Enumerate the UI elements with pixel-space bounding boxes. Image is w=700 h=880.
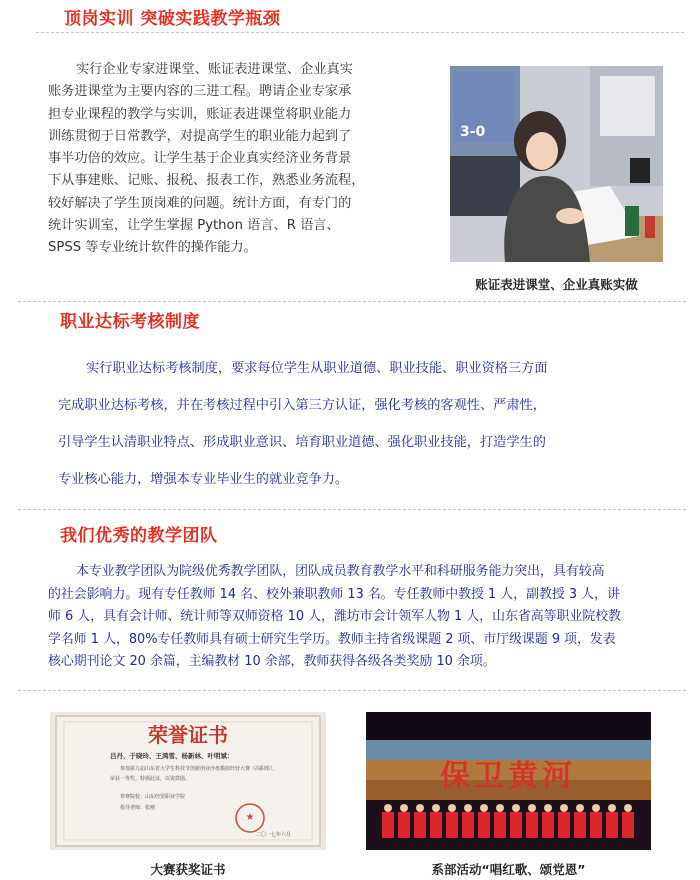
certificate-illustration: [50, 712, 326, 850]
paragraph-line: 账务进课堂为主要内容的三进工程。聘请企业专家承: [48, 84, 352, 100]
certificate-photo: [50, 712, 326, 850]
paragraph-line: 实行企业专家进课堂、账证表进课堂、企业真实: [76, 62, 353, 77]
stage-banner-text: 保卫黄河: [440, 759, 576, 794]
paragraph-line: 师 6 人，具有会计师、统计师等双师资格 10 人，潍坊市会计领军人物 1 人，山东省高等职业院校教: [48, 609, 622, 624]
paragraph-line: 学名师 1 人，80%专任教师具有硕士研究生学历。教师主持省级课题 2 项、市厅级课题 9 项，发表: [48, 631, 616, 647]
paragraph-line: 较好解决了学生顶岗难的问题。统计方面，有专门的: [48, 195, 352, 211]
section3-heading: 我们优秀的教学团队: [60, 526, 218, 546]
paragraph-line: 实行职业达标考核制度，要求每位学生从职业道德、职业技能、职业资格三方面: [86, 361, 548, 376]
paragraph-line: 训练贯彻于日常教学，对提高学生的职业能力起到了: [48, 128, 352, 144]
certificate-caption: 大赛获奖证书: [150, 862, 226, 877]
paragraph-line: 完成职业达标考核，并在考核过程中引入第三方认证，强化考核的客观性、严肃性，: [58, 398, 546, 413]
classroom-photo-illustration: [450, 66, 663, 262]
certificate-body-line: 参加第九届山东省大学生科技节创新创业沙盘模拟经营大赛（高职组），: [120, 766, 278, 772]
photo-wall-text: 3-0: [460, 124, 486, 140]
certificate-body-line: 荣获一等奖。特颁此证，以资鼓励。: [110, 776, 191, 782]
certificate-teacher: 指导老师：张刚: [120, 805, 156, 811]
stage-caption: 系部活动“唱红歌、颂党恩”: [431, 862, 586, 877]
section2-paragraph: [58, 350, 548, 498]
stage-photo: [366, 712, 651, 850]
section1-divider: [36, 32, 684, 33]
section1-paragraph: [48, 59, 365, 260]
seal-star-icon: ★: [245, 812, 255, 823]
paragraph-line: 引导学生认清职业特点、形成职业意识、培育职业道德、强化职业技能，打造学生的: [58, 435, 546, 450]
section3-paragraph: [48, 561, 621, 674]
section2-heading: 职业达标考核制度: [60, 312, 200, 332]
certificate-school: 参赛院校：山东经贸职业学院: [120, 794, 186, 800]
section2-divider: [18, 301, 686, 302]
section1-heading: 顶岗实训 突破实践教学瓶颈: [64, 9, 281, 29]
paragraph-line: 担专业课程的教学与实训，账证表进课堂将职业能力: [48, 106, 352, 122]
paragraph-line: 事半功倍的效应。让学生基于企业真实经济业务背景: [48, 151, 352, 167]
classroom-photo-caption: 账证表进课堂、企业真账实做: [475, 277, 638, 292]
paragraph-line: SPSS 等专业统计软件的操作能力。: [48, 240, 257, 256]
paragraph-line: 的社会影响力。现有专任教师 14 名、校外兼职教师 13 名。专任教师中教授 1 人，副教授 3 人，讲: [48, 586, 620, 602]
paragraph-line: 本专业教学团队为院级优秀教学团队，团队成员教育教学水平和科研服务能力突出，具有较高: [76, 564, 605, 579]
section3-divider: [18, 509, 686, 510]
certificate-title: 荣誉证书: [148, 723, 228, 747]
paragraph-line: 下从事建账、记账、报税、报表工作，熟悉业务流程，: [48, 173, 365, 189]
stage-illustration: [366, 712, 651, 850]
paragraph-line: 统计实训室，让学生掌握 Python 语言、R 语言、: [48, 218, 340, 234]
section4-divider: [18, 690, 686, 691]
paragraph-line: 核心期刊论文 20 余篇，主编教材 10 余部，教师获得各级各类奖励 10 余项。: [48, 654, 496, 669]
certificate-date: 二〇一七年六月: [256, 832, 292, 838]
paragraph-line: 专业核心能力，增强本专业毕业生的就业竞争力。: [58, 472, 349, 487]
certificate-names: 吕丹、于晓玲、王鸿雪、杨新林、叶明斌：: [110, 752, 234, 760]
classroom-photo: [450, 66, 663, 262]
